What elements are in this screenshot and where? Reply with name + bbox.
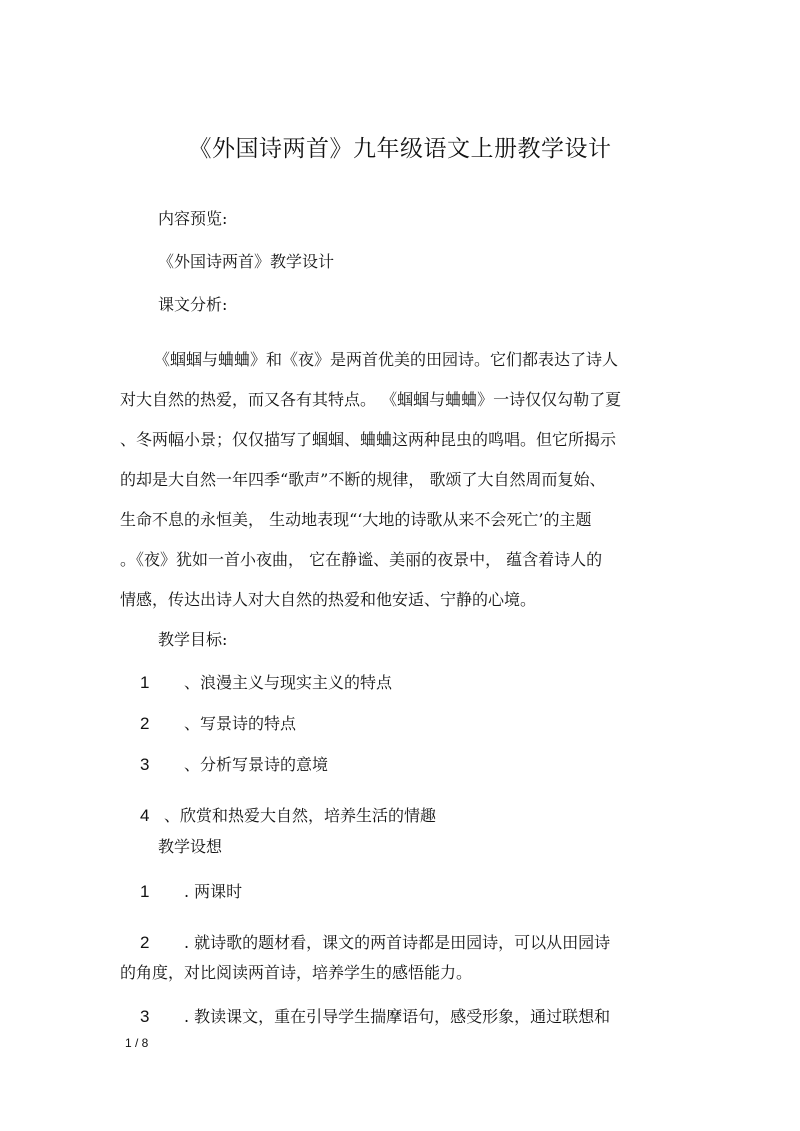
page-indicator: 1 / 8 <box>125 1036 149 1050</box>
paragraph-line: 生命不息的永恒美， 生动地表现“‘大地的诗歌从来不会死亡’的主题 <box>120 510 592 529</box>
plan-text: . 两课时 <box>184 882 243 901</box>
plan-number: 2 <box>140 933 150 952</box>
goals-label: 教学目标: <box>158 630 228 649</box>
plan-number: 1 <box>140 882 150 901</box>
plan-continuation: 的角度，对比阅读两首诗，培养学生的感悟能力。 <box>120 963 473 982</box>
paragraph-line: 的却是大自然一年四季“歌声”不断的规律， 歌颂了大自然周而复始、 <box>120 470 606 489</box>
analysis-label: 课文分析: <box>158 295 228 314</box>
goal-text: 、分析写景诗的意境 <box>184 755 329 774</box>
plan-number: 3 <box>140 1007 150 1026</box>
plan-item <box>140 1004 610 1027</box>
design-title: 《外国诗两首》教学设计 <box>158 252 335 271</box>
goal-item <box>140 711 296 734</box>
plan-item <box>140 930 610 953</box>
goal-text: 、写景诗的特点 <box>184 714 297 733</box>
analysis-paragraph <box>120 340 690 620</box>
goal-text: 、浪漫主义与现实主义的特点 <box>184 673 393 692</box>
preview-label: 内容预览: <box>158 209 228 228</box>
plan-text: . 就诗歌的题材看，课文的两首诗都是田园诗，可以从田园诗 <box>184 933 611 952</box>
paragraph-line: 对大自然的热爱，而又各有其特点。 《蝈蝈与蛐蛐》一诗仅仅勾勒了夏 <box>120 390 622 409</box>
paragraph-line: 。《夜》犹如一首小夜曲， 它在静谧、美丽的夜景中， 蕴含着诗人的 <box>120 550 603 569</box>
plan-label: 教学设想 <box>158 837 223 856</box>
plan-item <box>140 879 242 902</box>
goal-item <box>140 803 436 826</box>
goal-number: 2 <box>140 714 150 733</box>
goal-number: 4 <box>140 806 150 825</box>
goal-number: 3 <box>140 755 150 774</box>
goal-item <box>140 752 328 775</box>
paragraph-line: 情感，传达出诗人对大自然的热爱和他安适、宁静的心境。 <box>120 590 537 609</box>
goal-item <box>140 670 392 693</box>
goal-number: 1 <box>140 673 150 692</box>
paragraph-line: 、冬两幅小景；仅仅描写了蝈蝈、蛐蛐这两种昆虫的鸣唱。但它所揭示 <box>120 430 617 449</box>
document-title: 《外国诗两首》九年级语文上册教学设计 <box>188 136 612 162</box>
paragraph-line: 《蝈蝈与蛐蛐》和《夜》是两首优美的田园诗。它们都表达了诗人 <box>154 350 619 369</box>
plan-text: . 教读课文，重在引导学生揣摩语句，感受形象，通过联想和 <box>184 1007 611 1026</box>
goal-text: 、欣赏和热爱大自然，培养生活的情趣 <box>164 806 437 825</box>
